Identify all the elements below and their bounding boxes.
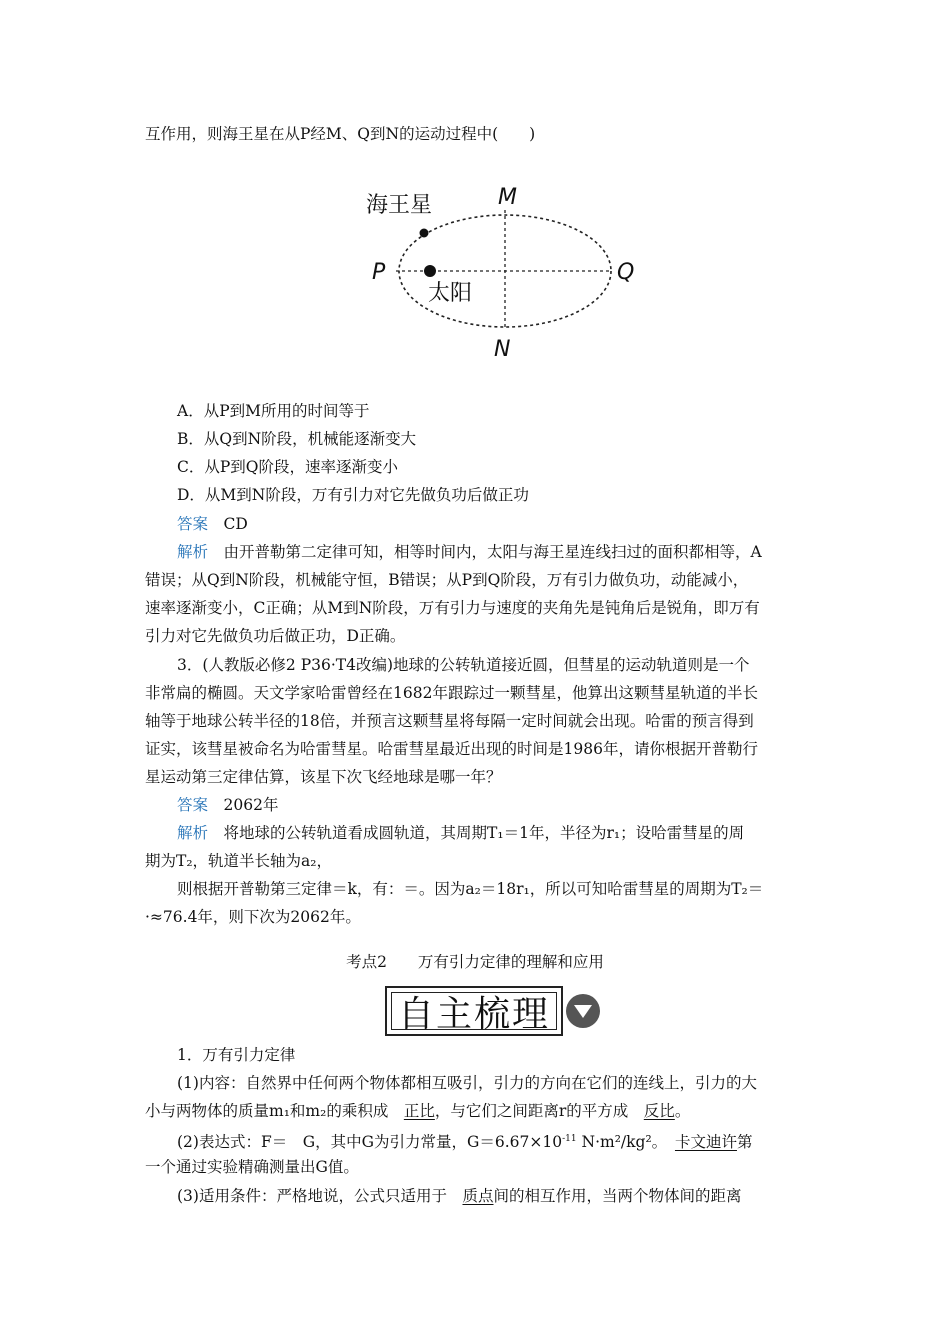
law-content-line-2: 小与两物体的质量m₁和m₂的乘积成 正比，与它们之间距离r的平方成 反比。 [145,1102,691,1120]
self-study-banner [385,986,563,1036]
q3-line-2: 非常扁的椭圆。天文学家哈雷曾经在1682年跟踪过一颗彗星，他算出这颗彗星轨道的半长 [145,684,758,702]
label-planet: 海王星 [366,193,433,218]
answer-row-q2 [177,514,248,534]
answer-value: CD [223,515,248,533]
q3-line-4: 证实，该彗星被命名为哈雷彗星。哈雷彗星最近出现的时间是1986年，请你根据开普勒行 [145,740,758,758]
expand-triangle-icon [566,994,600,1028]
q3-analysis-line-3: 则根据开普勒第三定律＝k，有：＝。因为a₂＝18r₁，所以可知哈雷彗星的周期为T₂＝ [177,880,764,898]
law-heading: 1．万有引力定律 [177,1046,296,1064]
analysis-line-4: 引力对它先做负功后做正功，D正确。 [145,627,406,645]
orbit-diagram [338,152,652,397]
blank-proportional: 正比 [403,1102,435,1120]
label-sun: 太阳 [428,281,473,306]
answer-value-q3: 2062年 [223,796,279,814]
q3-line-1: 3．(人教版必修2 P36·T4改编)地球的公转轨道接近圆，但彗星的运动轨道则是一个 [177,656,750,674]
analysis-label-q3: 解析 [177,824,209,842]
answer-row-q3 [177,795,278,815]
blank-point-mass: 质点 [462,1187,494,1205]
law-expression-line: (2)表达式：F＝ G，其中G为引力常量，$G=6.67\times 10^{-11}$ N·m²/kg²。 卡文迪许第 [177,1133,753,1152]
law-expression-line-2: 一个通过实验精确测量出G值。 [145,1158,359,1176]
q3-line-3: 轴等于地球公转半径的18倍，并预言这颗彗星将每隔一定时间就会出现。哈雷的预言得到 [145,712,754,730]
analysis-line-1: 解析 由开普勒第二定律可知，相等时间内，太阳与海王星连线扫过的面积都相等，A [177,543,762,561]
section-title: 考点2 万有引力定律的理解和应用 [346,953,604,971]
question-stem-end: 互作用，则海王星在从P经M、Q到N的运动过程中( ) [145,125,536,143]
q3-analysis-line-1: 解析 将地球的公转轨道看成圆轨道，其周期T₁＝1年，半径为r₁；设哈雷彗星的周 [177,824,745,842]
label-q: Q [617,260,635,285]
option-a: A．从P到M所用的时间等于 [177,402,370,420]
law-condition-line: (3)适用条件：严格地说，公式只适用于 质点间的相互作用，当两个物体间的距离 [177,1187,742,1205]
label-p: P [372,260,386,285]
blank-cavendish: 卡文迪许 [674,1133,737,1152]
blank-inverse: 反比 [643,1102,675,1120]
planet-dot [420,229,429,238]
analysis-label: 解析 [177,543,209,561]
q3-analysis-line-2: 期为T₂，轨道半长轴为a₂， [145,852,333,870]
analysis-line-2: 错误；从Q到N阶段，机械能守恒，B错误；从P到Q阶段，万有引力做负功，动能减小， [145,571,749,589]
option-d: D．从M到N阶段，万有引力对它先做负功后做正功 [177,486,529,504]
option-c: C．从P到Q阶段，速率逐渐变小 [177,458,398,476]
q3-line-5: 星运动第三定律估算，该星下次飞经地球是哪一年？ [145,768,502,786]
analysis-line-3: 速率逐渐变小，C正确；从M到N阶段，万有引力与速度的夹角先是钝角后是锐角，即万有 [145,599,760,617]
q3-analysis-line-4: ·≈76.4年，则下次为2062年。 [145,908,361,926]
answer-label: 答案 [177,515,209,533]
option-b: B．从Q到N阶段，机械能逐渐变大 [177,430,417,448]
banner-text: 自主梳理 [397,993,550,1035]
label-n: N [494,337,511,362]
law-content-line-1: (1)内容：自然界中任何两个物体都相互吸引，引力的方向在它们的连线上，引力的大 [177,1074,757,1092]
label-m: M [498,185,517,210]
answer-label-q3: 答案 [177,796,209,814]
sun-dot [424,265,436,277]
